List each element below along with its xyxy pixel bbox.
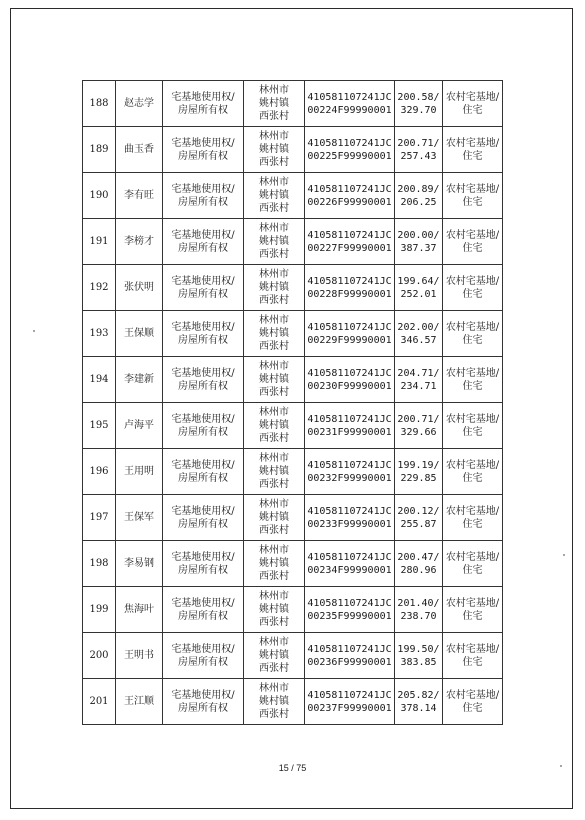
cell-right-type-line: 宅基地使用权/ [171, 275, 235, 287]
cell-location [244, 495, 305, 541]
cell-location-line: 林州市 [259, 545, 289, 556]
cell-land-use-line: 住宅 [462, 150, 483, 162]
cell-location-line: 西张村 [259, 249, 289, 260]
cell-area-line: 204.71/ [397, 367, 440, 379]
cell-unit-code [305, 495, 395, 541]
cell-right-type-line: 房屋所有权 [178, 610, 228, 622]
cell-unit-code-line: 00225F99990001 [307, 150, 392, 162]
cell-land-use-line: 农村宅基地/ [445, 321, 500, 333]
cell-unit-code [305, 311, 395, 357]
cell-right-type-line: 房屋所有权 [178, 656, 228, 668]
cell-unit-code-line: 00226F99990001 [307, 196, 392, 208]
cell-owner-name: 王保顺 [116, 311, 163, 357]
table-row [83, 679, 503, 725]
cell-area-line: 280.96 [400, 564, 437, 576]
cell-right-type [163, 587, 244, 633]
cell-owner-name: 焦海叶 [116, 587, 163, 633]
cell-unit-code [305, 449, 395, 495]
cell-serial-number: 197 [83, 495, 116, 541]
cell-unit-code-line: 410581107241JC [307, 321, 392, 333]
cell-owner-name: 李有旺 [116, 173, 163, 219]
cell-unit-code [305, 403, 395, 449]
cell-unit-code-line: 00236F99990001 [307, 656, 392, 668]
cell-unit-code-line: 410581107241JC [307, 183, 392, 195]
cell-area-line: 206.25 [400, 196, 437, 208]
cell-right-type [163, 219, 244, 265]
cell-location-line: 林州市 [259, 591, 289, 602]
cell-right-type-line: 宅基地使用权/ [171, 689, 235, 701]
cell-land-use-line: 农村宅基地/ [445, 275, 500, 287]
cell-owner-name: 王江顺 [116, 679, 163, 725]
cell-land-use [443, 127, 503, 173]
cell-area [395, 403, 443, 449]
cell-location-line: 西张村 [259, 571, 289, 582]
cell-right-type-line: 房屋所有权 [178, 104, 228, 116]
cell-location-line: 姚村镇 [259, 650, 289, 661]
cell-location-line: 姚村镇 [259, 696, 289, 707]
cell-land-use-line: 住宅 [462, 702, 483, 714]
cell-owner-name: 李建新 [116, 357, 163, 403]
cell-area-line: 200.58/ [397, 91, 440, 103]
cell-right-type-line: 房屋所有权 [178, 702, 228, 714]
cell-right-type [163, 495, 244, 541]
cell-location-line: 林州市 [259, 407, 289, 418]
cell-area [395, 311, 443, 357]
cell-land-use-line: 住宅 [462, 196, 483, 208]
cell-right-type [163, 81, 244, 127]
cell-land-use-line: 农村宅基地/ [445, 643, 500, 655]
cell-land-use-line: 农村宅基地/ [445, 91, 500, 103]
cell-serial-number: 196 [83, 449, 116, 495]
cell-location-line: 西张村 [259, 387, 289, 398]
table-body [83, 81, 503, 725]
cell-location-line: 姚村镇 [259, 236, 289, 247]
cell-land-use-line: 住宅 [462, 104, 483, 116]
cell-location-line: 姚村镇 [259, 512, 289, 523]
cell-unit-code-line: 410581107241JC [307, 413, 392, 425]
cell-right-type-line: 房屋所有权 [178, 564, 228, 576]
cell-location-line: 林州市 [259, 315, 289, 326]
cell-unit-code [305, 173, 395, 219]
cell-area [395, 587, 443, 633]
cell-right-type-line: 宅基地使用权/ [171, 413, 235, 425]
table-row [83, 587, 503, 633]
cell-location [244, 311, 305, 357]
cell-right-type-line: 房屋所有权 [178, 426, 228, 438]
cell-location [244, 219, 305, 265]
cell-unit-code-line: 00234F99990001 [307, 564, 392, 576]
cell-land-use [443, 265, 503, 311]
table-row [83, 219, 503, 265]
cell-area [395, 495, 443, 541]
cell-area-line: 255.87 [400, 518, 437, 530]
cell-serial-number: 194 [83, 357, 116, 403]
cell-location-line: 林州市 [259, 85, 289, 96]
cell-unit-code [305, 541, 395, 587]
cell-area-line: 199.19/ [397, 459, 440, 471]
cell-area-line: 199.64/ [397, 275, 440, 287]
cell-land-use-line: 农村宅基地/ [445, 689, 500, 701]
cell-right-type-line: 宅基地使用权/ [171, 321, 235, 333]
cell-location-line: 林州市 [259, 637, 289, 648]
cell-right-type [163, 127, 244, 173]
cell-unit-code-line: 410581107241JC [307, 137, 392, 149]
cell-right-type [163, 633, 244, 679]
cell-location-line: 林州市 [259, 223, 289, 234]
cell-right-type-line: 宅基地使用权/ [171, 229, 235, 241]
cell-right-type [163, 173, 244, 219]
cell-land-use [443, 633, 503, 679]
cell-owner-name: 张伏明 [116, 265, 163, 311]
cell-land-use [443, 173, 503, 219]
table-row [83, 541, 503, 587]
cell-area-line: 200.00/ [397, 229, 440, 241]
cell-unit-code-line: 410581107241JC [307, 643, 392, 655]
cell-unit-code [305, 127, 395, 173]
cell-area-line: 199.50/ [397, 643, 440, 655]
cell-right-type [163, 265, 244, 311]
cell-unit-code [305, 265, 395, 311]
cell-unit-code-line: 410581107241JC [307, 91, 392, 103]
cell-area-line: 346.57 [400, 334, 437, 346]
cell-owner-name: 卢海平 [116, 403, 163, 449]
cell-land-use [443, 541, 503, 587]
cell-location-line: 姚村镇 [259, 374, 289, 385]
cell-unit-code-line: 410581107241JC [307, 689, 392, 701]
cell-land-use-line: 住宅 [462, 656, 483, 668]
cell-owner-name: 王保军 [116, 495, 163, 541]
cell-unit-code-line: 00237F99990001 [307, 702, 392, 714]
cell-unit-code [305, 679, 395, 725]
cell-location-line: 林州市 [259, 453, 289, 464]
cell-area [395, 219, 443, 265]
cell-right-type-line: 宅基地使用权/ [171, 459, 235, 471]
cell-unit-code-line: 00228F99990001 [307, 288, 392, 300]
cell-location-line: 西张村 [259, 433, 289, 444]
cell-unit-code [305, 633, 395, 679]
cell-location [244, 81, 305, 127]
cell-right-type-line: 房屋所有权 [178, 334, 228, 346]
cell-right-type [163, 449, 244, 495]
scan-speck [563, 554, 565, 556]
cell-location-line: 姚村镇 [259, 558, 289, 569]
cell-location [244, 173, 305, 219]
cell-owner-name: 赵志学 [116, 81, 163, 127]
cell-owner-name: 李榜才 [116, 219, 163, 265]
cell-location [244, 541, 305, 587]
scan-speck [33, 330, 35, 332]
cell-owner-name: 王明书 [116, 633, 163, 679]
cell-right-type-line: 宅基地使用权/ [171, 367, 235, 379]
cell-serial-number: 191 [83, 219, 116, 265]
cell-location-line: 林州市 [259, 131, 289, 142]
cell-right-type-line: 房屋所有权 [178, 518, 228, 530]
cell-right-type-line: 房屋所有权 [178, 242, 228, 254]
cell-area [395, 449, 443, 495]
cell-unit-code-line: 00232F99990001 [307, 472, 392, 484]
cell-land-use-line: 住宅 [462, 288, 483, 300]
cell-unit-code-line: 410581107241JC [307, 597, 392, 609]
cell-land-use-line: 住宅 [462, 334, 483, 346]
cell-land-use-line: 农村宅基地/ [445, 551, 500, 563]
cell-land-use-line: 农村宅基地/ [445, 413, 500, 425]
cell-unit-code-line: 410581107241JC [307, 229, 392, 241]
table-row [83, 449, 503, 495]
cell-unit-code [305, 357, 395, 403]
cell-location-line: 西张村 [259, 111, 289, 122]
cell-land-use [443, 587, 503, 633]
cell-area [395, 541, 443, 587]
cell-land-use-line: 住宅 [462, 426, 483, 438]
cell-area [395, 127, 443, 173]
cell-area-line: 200.47/ [397, 551, 440, 563]
cell-owner-name: 王用明 [116, 449, 163, 495]
cell-unit-code-line: 00231F99990001 [307, 426, 392, 438]
cell-right-type-line: 宅基地使用权/ [171, 137, 235, 149]
cell-area-line: 234.71 [400, 380, 437, 392]
cell-right-type-line: 宅基地使用权/ [171, 597, 235, 609]
cell-unit-code-line: 410581107241JC [307, 505, 392, 517]
cell-location-line: 西张村 [259, 479, 289, 490]
cell-location [244, 449, 305, 495]
cell-right-type-line: 宅基地使用权/ [171, 183, 235, 195]
cell-location-line: 西张村 [259, 617, 289, 628]
cell-land-use-line: 农村宅基地/ [445, 183, 500, 195]
cell-unit-code-line: 00229F99990001 [307, 334, 392, 346]
cell-land-use-line: 住宅 [462, 380, 483, 392]
cell-area-line: 201.40/ [397, 597, 440, 609]
cell-unit-code-line: 410581107241JC [307, 275, 392, 287]
cell-area-line: 200.71/ [397, 137, 440, 149]
cell-unit-code-line: 410581107241JC [307, 551, 392, 563]
cell-serial-number: 189 [83, 127, 116, 173]
cell-right-type [163, 679, 244, 725]
cell-serial-number: 195 [83, 403, 116, 449]
cell-land-use-line: 住宅 [462, 472, 483, 484]
cell-right-type-line: 宅基地使用权/ [171, 643, 235, 655]
cell-location [244, 633, 305, 679]
cell-location-line: 林州市 [259, 499, 289, 510]
cell-land-use-line: 农村宅基地/ [445, 367, 500, 379]
cell-right-type [163, 403, 244, 449]
cell-area-line: 202.00/ [397, 321, 440, 333]
cell-land-use-line: 农村宅基地/ [445, 137, 500, 149]
property-register-table [82, 80, 503, 725]
cell-location-line: 林州市 [259, 361, 289, 372]
table-row [83, 633, 503, 679]
cell-area-line: 229.85 [400, 472, 437, 484]
cell-unit-code [305, 587, 395, 633]
cell-right-type-line: 房屋所有权 [178, 150, 228, 162]
cell-location-line: 西张村 [259, 663, 289, 674]
cell-unit-code-line: 00227F99990001 [307, 242, 392, 254]
cell-owner-name: 曲玉香 [116, 127, 163, 173]
cell-right-type-line: 房屋所有权 [178, 196, 228, 208]
cell-area-line: 200.71/ [397, 413, 440, 425]
cell-location-line: 林州市 [259, 683, 289, 694]
cell-right-type-line: 宅基地使用权/ [171, 551, 235, 563]
cell-land-use-line: 住宅 [462, 242, 483, 254]
cell-location [244, 127, 305, 173]
cell-location [244, 587, 305, 633]
cell-land-use-line: 农村宅基地/ [445, 229, 500, 241]
cell-unit-code [305, 219, 395, 265]
cell-location-line: 姚村镇 [259, 190, 289, 201]
cell-owner-name: 李易钢 [116, 541, 163, 587]
cell-location-line: 西张村 [259, 203, 289, 214]
cell-unit-code-line: 00230F99990001 [307, 380, 392, 392]
cell-area-line: 257.43 [400, 150, 437, 162]
cell-land-use-line: 住宅 [462, 564, 483, 576]
table-row [83, 311, 503, 357]
cell-land-use [443, 81, 503, 127]
cell-location-line: 姚村镇 [259, 144, 289, 155]
cell-land-use-line: 住宅 [462, 518, 483, 530]
cell-area [395, 633, 443, 679]
table-row [83, 403, 503, 449]
cell-area-line: 329.70 [400, 104, 437, 116]
page-number: 15 / 75 [278, 763, 307, 773]
cell-location [244, 403, 305, 449]
cell-area-line: 205.82/ [397, 689, 440, 701]
cell-land-use [443, 219, 503, 265]
cell-location-line: 姚村镇 [259, 282, 289, 293]
cell-right-type-line: 房屋所有权 [178, 288, 228, 300]
cell-unit-code-line: 410581107241JC [307, 367, 392, 379]
cell-location-line: 西张村 [259, 709, 289, 720]
cell-serial-number: 198 [83, 541, 116, 587]
cell-location-line: 姚村镇 [259, 466, 289, 477]
table-row [83, 173, 503, 219]
cell-unit-code-line: 00224F99990001 [307, 104, 392, 116]
cell-location-line: 西张村 [259, 295, 289, 306]
cell-area-line: 200.12/ [397, 505, 440, 517]
cell-serial-number: 188 [83, 81, 116, 127]
cell-location [244, 357, 305, 403]
cell-right-type-line: 房屋所有权 [178, 380, 228, 392]
scan-speck [560, 765, 562, 767]
cell-location [244, 679, 305, 725]
cell-unit-code-line: 00233F99990001 [307, 518, 392, 530]
cell-land-use [443, 403, 503, 449]
table-row [83, 265, 503, 311]
cell-unit-code-line: 00235F99990001 [307, 610, 392, 622]
cell-area [395, 357, 443, 403]
cell-area-line: 383.85 [400, 656, 437, 668]
cell-land-use-line: 农村宅基地/ [445, 597, 500, 609]
table-row [83, 495, 503, 541]
cell-unit-code [305, 81, 395, 127]
cell-unit-code-line: 410581107241JC [307, 459, 392, 471]
cell-area-line: 200.89/ [397, 183, 440, 195]
cell-serial-number: 190 [83, 173, 116, 219]
cell-location-line: 姚村镇 [259, 604, 289, 615]
cell-right-type-line: 宅基地使用权/ [171, 91, 235, 103]
table-row [83, 357, 503, 403]
cell-location [244, 265, 305, 311]
table-row [83, 81, 503, 127]
cell-location-line: 林州市 [259, 269, 289, 280]
cell-location-line: 西张村 [259, 525, 289, 536]
cell-land-use [443, 495, 503, 541]
cell-right-type-line: 房屋所有权 [178, 472, 228, 484]
cell-serial-number: 192 [83, 265, 116, 311]
cell-right-type [163, 311, 244, 357]
cell-location-line: 姚村镇 [259, 328, 289, 339]
cell-land-use-line: 农村宅基地/ [445, 459, 500, 471]
cell-location-line: 姚村镇 [259, 98, 289, 109]
cell-area [395, 679, 443, 725]
cell-location-line: 西张村 [259, 341, 289, 352]
cell-serial-number: 201 [83, 679, 116, 725]
cell-land-use [443, 679, 503, 725]
cell-serial-number: 199 [83, 587, 116, 633]
cell-serial-number: 200 [83, 633, 116, 679]
cell-area-line: 387.37 [400, 242, 437, 254]
cell-area [395, 173, 443, 219]
cell-right-type-line: 宅基地使用权/ [171, 505, 235, 517]
cell-area-line: 378.14 [400, 702, 437, 714]
cell-land-use-line: 住宅 [462, 610, 483, 622]
cell-location-line: 西张村 [259, 157, 289, 168]
cell-land-use [443, 311, 503, 357]
cell-right-type [163, 357, 244, 403]
table-row [83, 127, 503, 173]
cell-area-line: 329.66 [400, 426, 437, 438]
cell-location-line: 林州市 [259, 177, 289, 188]
cell-serial-number: 193 [83, 311, 116, 357]
cell-land-use [443, 357, 503, 403]
cell-land-use [443, 449, 503, 495]
cell-right-type [163, 541, 244, 587]
cell-area-line: 238.70 [400, 610, 437, 622]
cell-area-line: 252.01 [400, 288, 437, 300]
cell-area [395, 265, 443, 311]
cell-area [395, 81, 443, 127]
cell-land-use-line: 农村宅基地/ [445, 505, 500, 517]
cell-location-line: 姚村镇 [259, 420, 289, 431]
